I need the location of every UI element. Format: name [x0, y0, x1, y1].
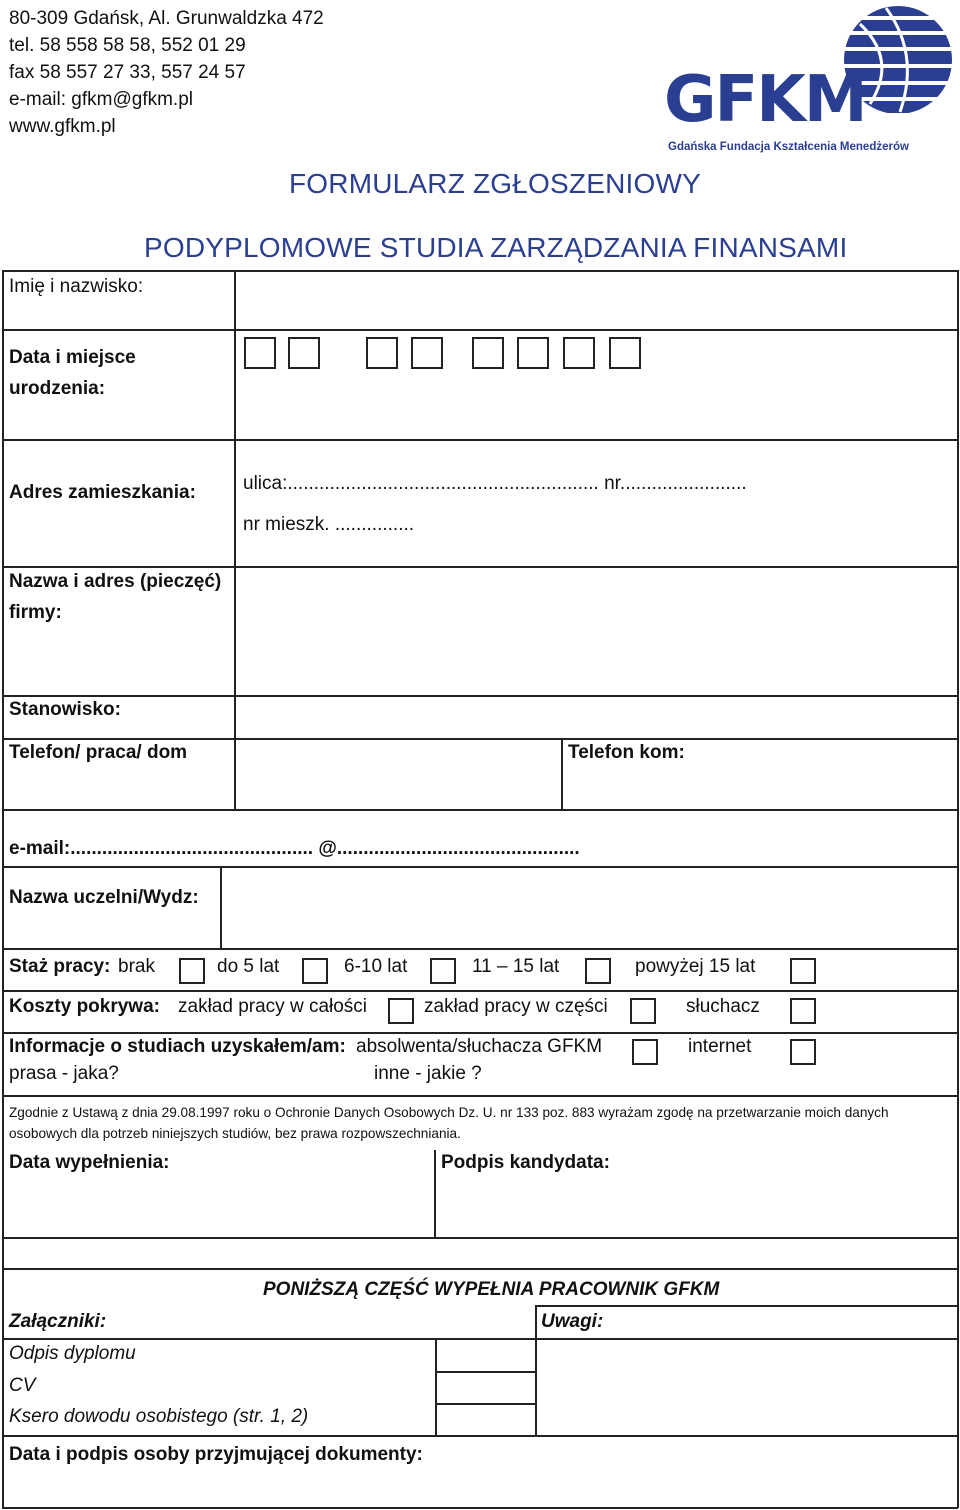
- name-field[interactable]: [238, 273, 954, 327]
- remarks-field[interactable]: [540, 1341, 954, 1433]
- street-line[interactable]: ulica:........................................................... nr........................: [243, 473, 747, 494]
- birth-label-1: Data i miejsce: [9, 347, 136, 368]
- logo-text: GFKM: [664, 63, 866, 137]
- phone-label: Telefon/ praca/ dom: [9, 742, 188, 763]
- birth-month-digit-1[interactable]: [366, 337, 398, 369]
- university-label: Nazwa uczelni/Wydz:: [9, 887, 199, 908]
- contact-email: e-mail: gfkm@gfkm.pl: [9, 89, 193, 110]
- consent-text-2: osobowych dla potrzeb niniejszych studiów, bez prawa rozpowszechniania.: [9, 1126, 461, 1141]
- costs-label: Koszty pokrywa:: [9, 996, 160, 1017]
- experience-label: Staż pracy:: [9, 956, 111, 977]
- experience-checkbox-11-15[interactable]: [585, 958, 611, 984]
- company-field[interactable]: [238, 569, 954, 693]
- info-option-internet: internet: [688, 1036, 752, 1057]
- info-option-other[interactable]: inne - jakie ?: [374, 1063, 482, 1084]
- fill-date-label: Data wypełnienia:: [9, 1152, 170, 1173]
- experience-option-15plus: powyżej 15 lat: [635, 956, 756, 977]
- company-label-2: firmy:: [9, 602, 62, 623]
- company-label-1: Nazwa i adres (pieczęć): [9, 571, 222, 592]
- birth-year-digit-1[interactable]: [472, 337, 504, 369]
- staff-footer-label: Data i podpis osoby przyjmującej dokumenty:: [9, 1444, 423, 1465]
- remarks-label: Uwagi:: [541, 1311, 604, 1332]
- birth-day-digit-1[interactable]: [244, 337, 276, 369]
- mobile-label: Telefon kom:: [568, 742, 685, 763]
- fill-date-field[interactable]: [6, 1178, 430, 1234]
- phone-field[interactable]: [238, 741, 558, 807]
- attachment-cv: CV: [9, 1375, 36, 1396]
- experience-option-5: do 5 lat: [217, 956, 280, 977]
- costs-option-full: zakład pracy w całości: [178, 996, 368, 1017]
- costs-checkbox-full[interactable]: [388, 998, 414, 1024]
- signature-field[interactable]: [440, 1178, 954, 1234]
- info-option-alumni: absolwenta/słuchacza GFKM: [356, 1036, 603, 1057]
- experience-option-none: brak: [118, 956, 155, 977]
- form-subtitle: PODYPLOMOWE STUDIA ZARZĄDZANIA FINANSAMI: [144, 232, 848, 263]
- costs-checkbox-student[interactable]: [790, 998, 816, 1024]
- info-checkbox-internet[interactable]: [790, 1039, 816, 1065]
- experience-checkbox-6-10[interactable]: [430, 958, 456, 984]
- position-label: Stanowisko:: [9, 699, 121, 720]
- birth-month-digit-2[interactable]: [411, 337, 443, 369]
- university-field[interactable]: [224, 869, 954, 946]
- birth-year-digit-2[interactable]: [517, 337, 549, 369]
- attachment-id-copy: Ksero dowodu osobistego (str. 1, 2): [9, 1406, 309, 1427]
- attachments-label: Załączniki:: [9, 1311, 107, 1332]
- signature-label: Podpis kandydata:: [441, 1152, 610, 1173]
- birth-year-digit-4[interactable]: [609, 337, 641, 369]
- contact-block: [9, 5, 324, 140]
- costs-option-student: słuchacz: [686, 996, 760, 1017]
- position-field[interactable]: [238, 698, 954, 736]
- contact-www: www.gfkm.pl: [9, 116, 116, 137]
- flat-line[interactable]: nr mieszk. ...............: [243, 514, 415, 535]
- gfkm-logo: [664, 4, 956, 162]
- experience-checkbox-5[interactable]: [302, 958, 328, 984]
- staff-section-header: PONIŻSZĄ CZĘŚĆ WYPEŁNIA PRACOWNIK GFKM: [263, 1279, 720, 1300]
- logo-subtitle: Gdańska Fundacja Kształcenia Menedżerów: [668, 141, 909, 153]
- experience-checkbox-none[interactable]: [179, 958, 205, 984]
- contact-address: 80-309 Gdańsk, Al. Grunwaldzka 472: [9, 8, 324, 29]
- email-line[interactable]: e-mail:.............................................. @..............................................: [9, 838, 580, 859]
- info-checkbox-alumni[interactable]: [632, 1039, 658, 1065]
- contact-fax: fax 58 557 27 33, 557 24 57: [9, 62, 246, 83]
- contact-tel: tel. 58 558 58 58, 552 01 29: [9, 35, 246, 56]
- consent-text-1: Zgodnie z Ustawą z dnia 29.08.1997 roku o Ochronie Danych Osobowych Dz. U. nr 133 poz. 883 wyrażam zgodę na przetwarzanie moich danych: [9, 1105, 889, 1120]
- address-label: Adres zamieszkania:: [9, 482, 196, 503]
- experience-option-11-15: 11 – 15 lat: [472, 956, 560, 977]
- costs-option-partial: zakład pracy w części: [424, 996, 608, 1017]
- birth-year-digit-3[interactable]: [563, 337, 595, 369]
- attachment-diploma: Odpis dyplomu: [9, 1343, 136, 1364]
- birth-day-digit-2[interactable]: [288, 337, 320, 369]
- experience-checkbox-15plus[interactable]: [790, 958, 816, 984]
- experience-option-6-10: 6-10 lat: [344, 956, 408, 977]
- birth-label-2: urodzenia:: [9, 378, 106, 399]
- info-label: Informacje o studiach uzyskałem/am:: [9, 1036, 346, 1057]
- costs-checkbox-partial[interactable]: [630, 998, 656, 1024]
- form-title: FORMULARZ ZGŁOSZENIOWY: [289, 168, 701, 199]
- info-option-press[interactable]: prasa - jaka?: [9, 1063, 119, 1084]
- name-label: Imię i nazwisko:: [9, 276, 144, 297]
